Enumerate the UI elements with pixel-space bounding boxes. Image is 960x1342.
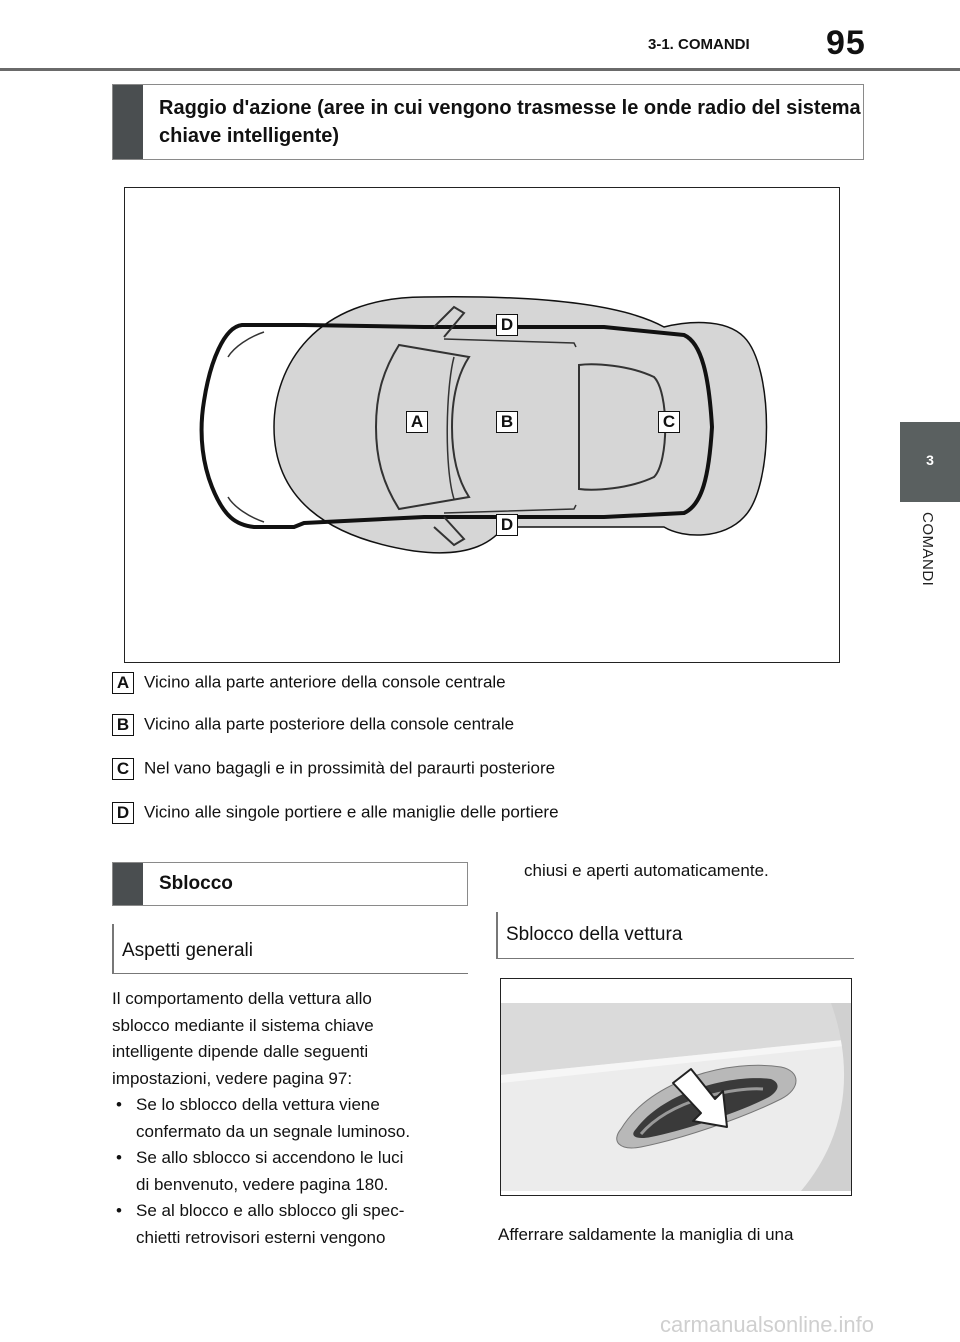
unlock-section-heading [112,862,468,906]
legend-text: Vicino alla parte anteriore della console centrale [144,672,506,692]
legend-text: Vicino alle singole portiere e alle maniglie delle portiere [144,802,559,822]
bullet-marker: • [116,1201,122,1220]
caption-text: Afferrare saldamente la maniglia di una [498,1225,794,1244]
watermark: carmanualsonline.info [660,1312,875,1337]
bullet-item-1: Se lo sblocco della vettura viene confermato da un segnale luminoso. [136,1095,411,1141]
general-subheading: Aspetti generali [112,924,253,974]
intro-paragraph: Il comportamento della vettura allo sblocco mediante il sistema chiave intelligente dipende dalle seguenti impostazioni, vedere pagina 97: [112,989,374,1088]
legend-item-b [112,714,514,736]
legend-item-d [112,802,559,824]
car-range-diagram [124,187,840,663]
legend-text: Nel vano bagagli e in prossimità del paraurti posteriore [144,758,556,778]
vehicle-subheading-rule [496,958,854,959]
headlight-top [228,332,264,357]
legend-badge: D [112,802,134,824]
legend-item-a [112,672,506,694]
chapter-number: 3 [926,452,934,468]
section-label: 3-1. COMANDI [648,36,750,53]
figure-label-c: C [658,411,680,433]
door-handle-svg [501,979,852,1196]
bullet-marker: • [116,1148,122,1167]
chapter-title: COMANDI [919,512,936,587]
range-area [274,297,767,553]
legend-item-c [112,758,555,780]
vehicle-unlock-subheading: Sblocco della vettura [496,912,682,958]
legend-badge: A [112,672,134,694]
bullet-marker: • [116,1095,122,1114]
general-subheading-rule [112,973,468,974]
legend-text: Vicino alla parte posteriore della console centrale [144,714,515,734]
unlock-heading-text: Sblocco [159,873,233,894]
figure-label-d-bottom: D [496,514,518,536]
heading-bar [113,85,143,159]
continuation-text: chiusi e aperti automaticamente. [524,861,769,880]
figure-label-a: A [406,411,428,433]
page-number: 95 [826,24,866,62]
range-section-heading [112,84,864,160]
bullet-item-3: Se al blocco e allo sblocco gli spec- chietti retrovisori esterni vengono [136,1201,405,1247]
legend-badge: B [112,714,134,736]
legend-badge: C [112,758,134,780]
heading-bar [113,863,143,905]
figure-label-d-top: D [496,314,518,336]
range-heading-text: Raggio d'azione (aree in cui vengono trasmesse le onde radio del sistema chiave intelligente) [159,97,861,147]
door-handle-illustration [500,978,852,1196]
header-rule [0,68,960,71]
bullet-item-2: Se allo sblocco si accendono le luci di benvenuto, vedere pagina 180. [136,1148,404,1194]
figure-label-b: B [496,411,518,433]
